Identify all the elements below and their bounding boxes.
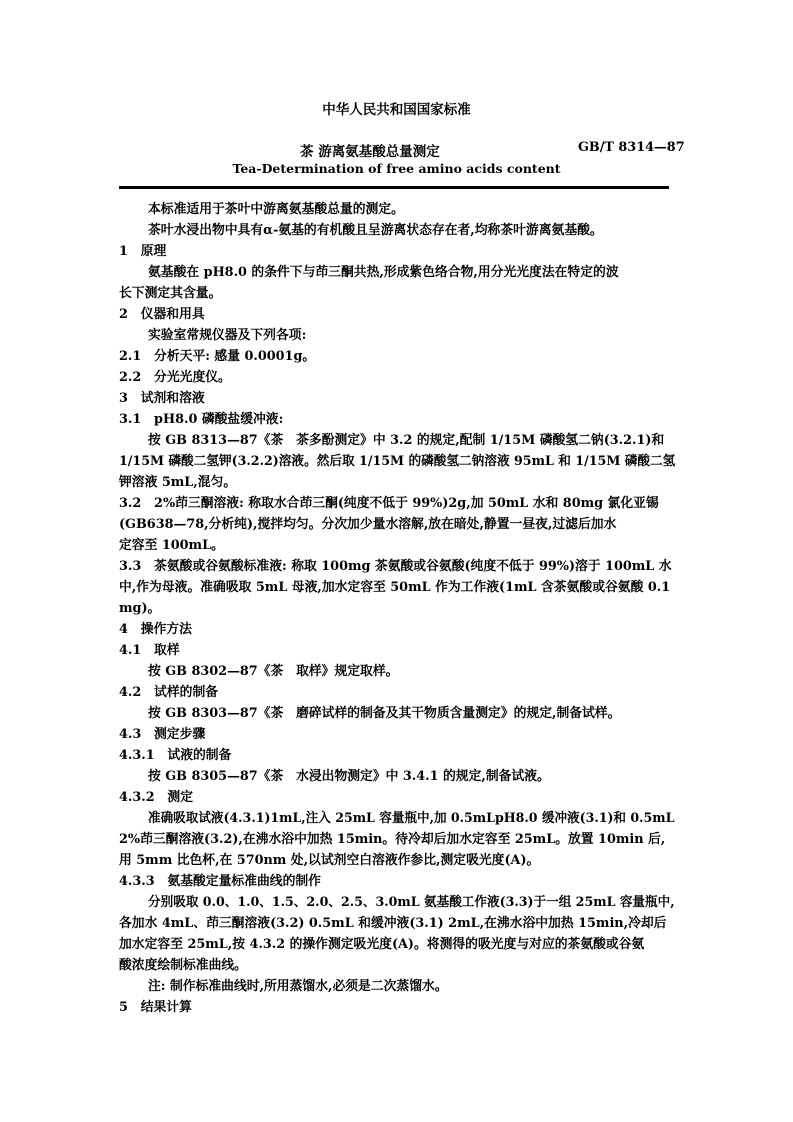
section-heading: 5 结果计算 <box>119 1000 192 1015</box>
section-heading: 2 仪器和用具 <box>119 307 205 322</box>
header-rule <box>119 186 669 189</box>
text-line: 用 5mm 比色杯,在 570nm 处,以试剂空白溶液作参比,测定吸光度(A)。 <box>119 853 540 868</box>
text-line: 按 GB 8303—87《茶 磨碎试样的制备及其干物质含量测定》的规定,制备试样。 <box>148 706 621 721</box>
text-line: 实验室常规仪器及下列各项: <box>148 328 307 343</box>
text-line: 准确吸取试液(4.3.1)1mL,注入 25mL 容量瓶中,加 0.5mLpH8.0 缓冲液(3.1)和 0.5mL <box>148 811 675 826</box>
document-title-english: Tea-Determination of free amino acids content <box>232 161 561 176</box>
section-heading: 1 原理 <box>119 244 167 259</box>
subsection-heading: 4.2 试样的制备 <box>119 685 219 700</box>
text-line: 本标准适用于茶叶中游离氨基酸总量的测定。 <box>148 202 404 217</box>
text-line: 按 GB 8302—87《茶 取样》规定取样。 <box>148 664 399 679</box>
text-line: 2%茚三酮溶液(3.2),在沸水浴中加热 15min。待冷却后加水定容至 25mL。放置 10min 后, <box>119 832 666 847</box>
subsection-heading: 4.3.2 测定 <box>119 790 194 805</box>
subsection-heading: 4.3.1 试液的制备 <box>119 748 232 763</box>
text-line: 加水定容至 25mL,按 4.3.2 的操作测定吸光度(A)。将测得的吸光度与对应的茶氨酸或谷氨 <box>119 937 645 952</box>
text-line: 2.2 分光光度仪。 <box>119 370 231 385</box>
text-line: 3.2 2%茚三酮溶液: 称取水合茚三酮(纯度不低于 99%)2g,加 50mL 水和 80mg 氯化亚锡 <box>119 496 659 511</box>
text-line: 按 GB 8313—87《茶 茶多酚测定》中 3.2 的规定,配制 1/15M 磷酸氢二钠(3.2.1)和 <box>148 433 665 448</box>
note-line: 注: 制作标准曲线时,所用蒸馏水,必须是二次蒸馏水。 <box>148 979 448 994</box>
subsection-heading: 4.3 测定步骤 <box>119 727 206 742</box>
text-line: 分别吸取 0.0、1.0、1.5、2.0、2.5、3.0mL 氨基酸工作液(3.3)于一组 25mL 容量瓶中, <box>148 895 675 910</box>
subsection-heading: 4.1 取样 <box>119 643 180 658</box>
text-line: 氨基酸在 pH8.0 的条件下与茚三酮共热,形成紫色络合物,用分光光度法在特定的波 <box>148 265 619 280</box>
document-title: 茶 游离氨基酸总量测定 <box>300 144 440 160</box>
text-line: 钾溶液 5mL,混匀。 <box>119 475 237 490</box>
text-line: 各加水 4mL、茚三酮溶液(3.2) 0.5mL 和缓冲液(3.1) 2mL,在沸水浴中加热 15min,冷却后 <box>119 916 667 931</box>
standard-code: GB/T 8314—87 <box>578 140 685 155</box>
text-line: 中,作为母液。准确吸取 5mL 母液,加水定容至 50mL 作为工作液(1mL 含茶氨酸或谷氨酸 0.1 <box>119 580 671 595</box>
section-heading: 3 试剂和溶液 <box>119 391 205 406</box>
text-line: 3.3 茶氨酸或谷氨酸标准液: 称取 100mg 茶氨酸或谷氨酸(纯度不低于 99%)溶于 100mL 水 <box>119 559 672 574</box>
section-heading: 4 操作方法 <box>119 622 192 637</box>
text-line: 2.1 分析天平: 感量 0.0001g。 <box>119 349 316 364</box>
text-line: (GB638—78,分析纯),搅拌均匀。分次加少量水溶解,放在暗处,静置一昼夜,过滤后加水 <box>119 517 617 532</box>
text-line: 酸浓度绘制标准曲线。 <box>119 958 247 973</box>
text-line: 1/15M 磷酸二氢钾(3.2.2)溶液。然后取 1/15M 的磷酸氢二钠溶液 95mL 和 1/15M 磷酸二氢 <box>119 454 676 469</box>
text-line: 按 GB 8305—87《茶 水浸出物测定》中 3.4.1 的规定,制备试液。 <box>148 769 550 784</box>
text-line: 定容至 100mL。 <box>119 538 224 553</box>
text-line: 茶叶水浸出物中具有α-氨基的有机酸且呈游离状态存在者,均称茶叶游离氨基酸。 <box>148 223 603 238</box>
text-line: mg)。 <box>119 601 161 616</box>
text-line: 长下测定其含量。 <box>119 286 222 301</box>
text-line: 3.1 pH8.0 磷酸盐缓冲液: <box>119 412 284 427</box>
subsection-heading: 4.3.3 氨基酸定量标准曲线的制作 <box>119 874 321 889</box>
standard-org-heading: 中华人民共和国国家标准 <box>322 102 471 118</box>
